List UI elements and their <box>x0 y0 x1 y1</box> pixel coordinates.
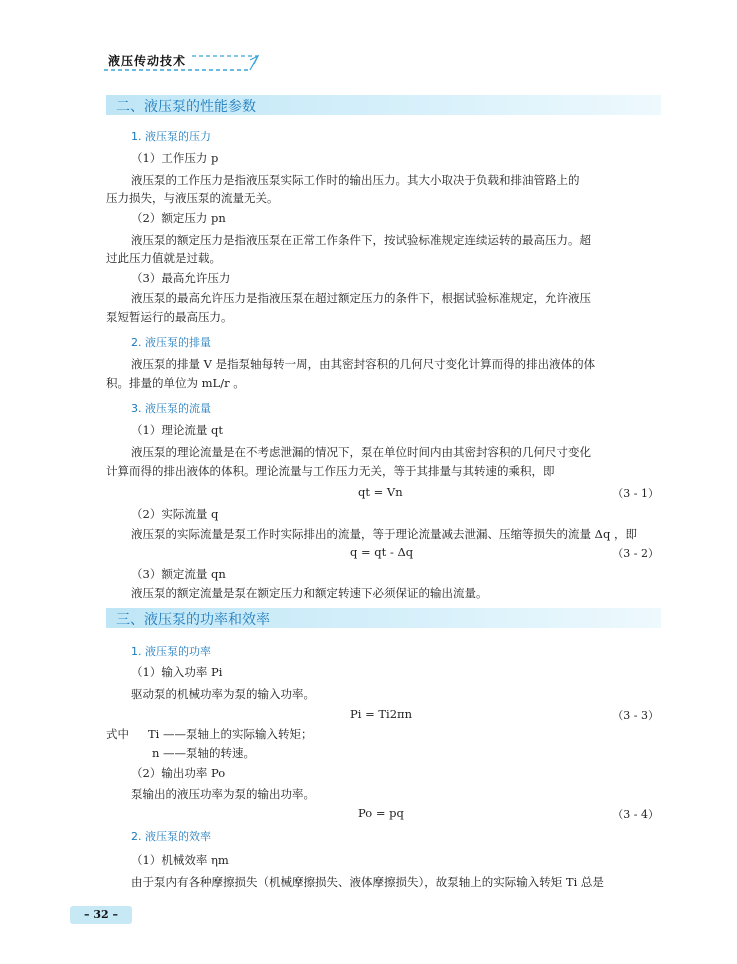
section-title: 三、液压泵的功率和效率 <box>116 612 270 628</box>
paragraph-line: 驱动泵的机械功率为泵的输入功率。 <box>131 687 315 701</box>
paragraph-line: 泵输出的液压功率为泵的输出功率。 <box>131 787 315 801</box>
page-number: – 32 – <box>84 908 118 921</box>
paragraph-line: 液压泵的排量 V 是指泵轴每转一周，由其密封容积的几何尺寸变化计算而得的排出液体的体 <box>131 357 596 371</box>
paragraph-line: 液压泵的最高允许压力是指液压泵在超过额定压力的条件下，根据试验标准规定，允许液压 <box>131 291 591 305</box>
paragraph-line: 液压泵的理论流量是在不考虑泄漏的情况下，泵在单位时间内由其密封容积的几何尺寸变化 <box>131 445 591 459</box>
section-heading-power-efficiency <box>106 608 661 628</box>
header-decoration-icon <box>100 48 260 78</box>
page-number-badge <box>70 906 132 924</box>
item-label: （2）实际流量 q <box>131 507 219 521</box>
paragraph-line: 泵短暂运行的最高压力。 <box>106 310 233 324</box>
equation-number: （3 - 1） <box>612 487 659 500</box>
paragraph-line: 积。排量的单位为 mL/r 。 <box>106 376 245 390</box>
item-label: （3）最高允许压力 <box>131 271 231 285</box>
item-label: （1）输入功率 Pi <box>131 665 223 679</box>
paragraph-line: 液压泵的额定流量是泵在额定压力和额定转速下必须保证的输出流量。 <box>131 586 488 600</box>
item-label: （2）输出功率 Po <box>131 766 226 780</box>
paragraph-line: 液压泵的额定压力是指液压泵在正常工作条件下，按试验标准规定连续运转的最高压力。超 <box>131 233 591 247</box>
paragraph-line: 液压泵的工作压力是指液压泵实际工作时的输出压力。其大小取决于负载和排油管路上的 <box>131 173 580 187</box>
item-label: （1）机械效率 ηm <box>131 853 229 867</box>
subsection-title-flow: 3. 液压泵的流量 <box>131 402 211 415</box>
paragraph-line: 液压泵的实际流量是泵工作时实际排出的流量，等于理论流量减去泄漏、压缩等损失的流量 Δq ，即 <box>131 527 637 541</box>
equation: Pi = Ti2πn <box>350 707 412 721</box>
subsection-title-displacement: 2. 液压泵的排量 <box>131 336 211 349</box>
book-title: 液压传动技术 <box>108 54 187 68</box>
item-label: （3）额定流量 qn <box>131 567 226 581</box>
item-label: （1）理论流量 qt <box>131 423 223 437</box>
paragraph-line: 过此压力值就是过载。 <box>106 251 221 265</box>
where-definition: Ti ——泵轴上的实际输入转矩； <box>148 727 313 741</box>
paragraph-line: 计算而得的排出液体的体积。理论流量与工作压力无关，等于其排量与其转速的乘积，即 <box>106 464 555 478</box>
subsection-title-pressure: 1. 液压泵的压力 <box>131 130 211 143</box>
section-heading-performance <box>106 95 661 115</box>
where-definition: n ——泵轴的转速。 <box>152 746 256 760</box>
equation: Po = pq <box>358 806 404 820</box>
subsection-title-efficiency: 2. 液压泵的效率 <box>131 830 211 843</box>
subsection-title-power: 1. 液压泵的功率 <box>131 645 211 658</box>
item-label: （1）工作压力 p <box>131 151 219 165</box>
paragraph-line: 压力损失，与液压泵的流量无关。 <box>106 191 279 205</box>
item-label: （2）额定压力 pn <box>131 211 226 225</box>
equation: qt = Vn <box>358 485 403 499</box>
equation-number: （3 - 3） <box>612 709 659 722</box>
equation: q = qt - Δq <box>350 545 414 559</box>
section-title: 二、液压泵的性能参数 <box>116 99 256 115</box>
paragraph-line: 由于泵内有各种摩擦损失（机械摩擦损失、液体摩擦损失），故泵轴上的实际输入转矩 Ti 总是 <box>131 875 604 889</box>
equation-number: （3 - 4） <box>612 808 659 821</box>
equation-number: （3 - 2） <box>612 547 659 560</box>
where-prefix: 式中 <box>106 727 129 741</box>
